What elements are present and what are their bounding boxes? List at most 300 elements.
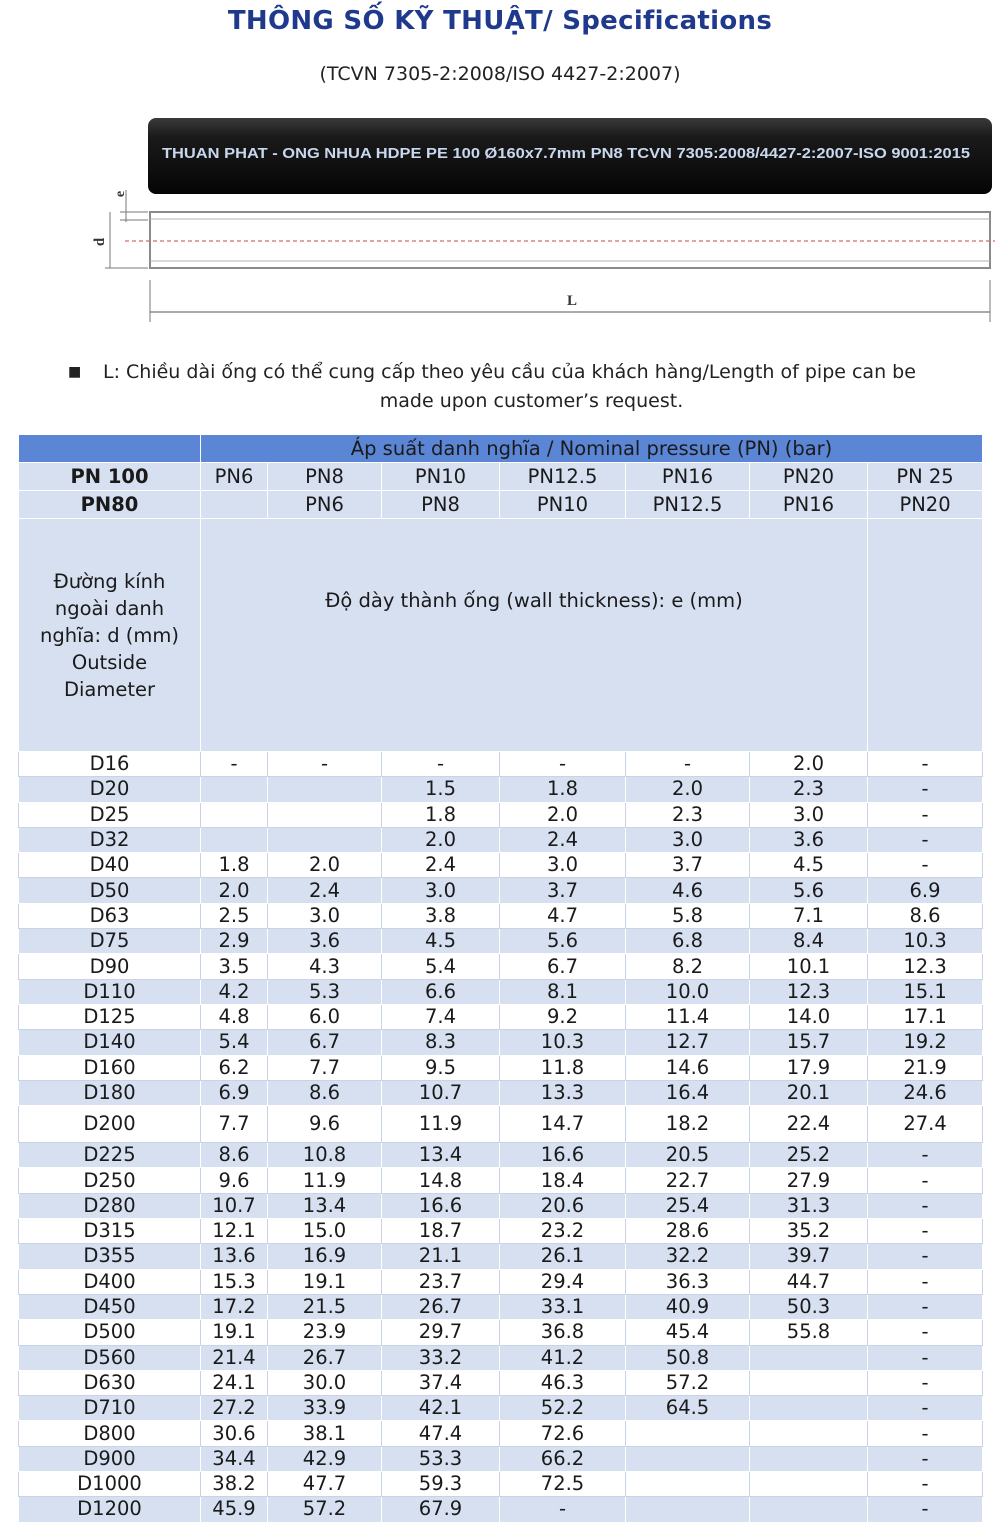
thickness-cell: 23.7 (382, 1269, 500, 1294)
thickness-cell: 2.0 (750, 752, 868, 777)
thickness-cell: 21.5 (268, 1294, 382, 1319)
diameter-cell: D710 (19, 1396, 201, 1421)
thickness-cell: 72.6 (500, 1421, 626, 1446)
thickness-cell: 15.3 (201, 1269, 268, 1294)
thickness-cell: 2.5 (201, 903, 268, 928)
thickness-cell: 19.1 (268, 1269, 382, 1294)
diameter-cell: D630 (19, 1370, 201, 1395)
thickness-cell (750, 1396, 868, 1421)
diameter-cell: D160 (19, 1055, 201, 1080)
thickness-cell: 12.7 (626, 1030, 750, 1055)
thickness-cell: 11.9 (268, 1168, 382, 1193)
table-row (19, 1294, 983, 1319)
thickness-cell: 29.7 (382, 1320, 500, 1345)
thickness-cell: 19.1 (201, 1320, 268, 1345)
thickness-cell: 67.9 (382, 1497, 500, 1522)
thickness-cell: 3.0 (750, 802, 868, 827)
thickness-cell (268, 777, 382, 802)
thickness-cell: 53.3 (382, 1446, 500, 1471)
thickness-cell: 32.2 (626, 1244, 750, 1269)
thickness-cell (750, 1370, 868, 1395)
wall-thickness-header: Độ dày thành ống (wall thickness): e (mm) (201, 519, 868, 752)
pn100-cell: PN8 (268, 463, 382, 491)
thickness-cell (626, 1497, 750, 1522)
table-row (19, 1030, 983, 1055)
note-line-2: made upon customer’s request. (379, 390, 684, 412)
pn100-cell: PN16 (626, 463, 750, 491)
thickness-cell: 5.6 (500, 929, 626, 954)
thickness-cell: 2.9 (201, 929, 268, 954)
thickness-cell: 39.7 (750, 1244, 868, 1269)
thickness-cell: 27.9 (750, 1168, 868, 1193)
thickness-cell (750, 1497, 868, 1522)
thickness-cell (626, 1446, 750, 1471)
page-title: THÔNG SỐ KỸ THUẬT/ Specifications (227, 6, 773, 36)
table-row (19, 827, 983, 852)
thickness-cell: - (868, 853, 983, 878)
thickness-cell: 8.3 (382, 1030, 500, 1055)
thickness-cell: 16.6 (500, 1143, 626, 1168)
thickness-cell: - (500, 752, 626, 777)
thickness-cell: 29.4 (500, 1269, 626, 1294)
thickness-cell: 44.7 (750, 1269, 868, 1294)
thickness-cell (268, 802, 382, 827)
nominal-pressure-header: Áp suất danh nghĩa / Nominal pressure (PN) (bar) (201, 435, 983, 463)
table-row (19, 1080, 983, 1105)
table-row (19, 1396, 983, 1421)
thickness-cell: 37.4 (382, 1370, 500, 1395)
thickness-cell: 13.4 (382, 1143, 500, 1168)
thickness-cell: 3.7 (626, 853, 750, 878)
thickness-cell: 5.4 (382, 954, 500, 979)
thickness-cell: 12.1 (201, 1219, 268, 1244)
table-row (19, 1472, 983, 1497)
thickness-cell: 22.4 (750, 1106, 868, 1143)
thickness-cell: 25.2 (750, 1143, 868, 1168)
diameter-cell: D75 (19, 929, 201, 954)
diameter-cell: D560 (19, 1345, 201, 1370)
thickness-cell (626, 1421, 750, 1446)
thickness-cell: 57.2 (268, 1497, 382, 1522)
pn100-row (19, 463, 983, 491)
thickness-cell: - (868, 1168, 983, 1193)
table-row (19, 1168, 983, 1193)
thickness-cell: - (868, 1244, 983, 1269)
thickness-cell: 4.5 (750, 853, 868, 878)
thickness-cell: 3.8 (382, 903, 500, 928)
table-row (19, 853, 983, 878)
thickness-cell: 23.2 (500, 1219, 626, 1244)
table-row (19, 1193, 983, 1218)
diameter-cell: D800 (19, 1421, 201, 1446)
diameter-header: Đường kính ngoài danh nghĩa: d (mm) Outside Diameter (19, 519, 201, 752)
thickness-cell (750, 1472, 868, 1497)
pn80-cell: PN12.5 (626, 491, 750, 519)
pn80-cell: PN8 (382, 491, 500, 519)
diameter-cell: D280 (19, 1193, 201, 1218)
thickness-cell: 10.7 (201, 1193, 268, 1218)
thickness-cell: 50.8 (626, 1345, 750, 1370)
thickness-cell: 16.4 (626, 1080, 750, 1105)
table-row (19, 1320, 983, 1345)
thickness-cell: 50.3 (750, 1294, 868, 1319)
thickness-cell: 33.9 (268, 1396, 382, 1421)
table-row (19, 954, 983, 979)
thickness-cell: 15.0 (268, 1219, 382, 1244)
thickness-cell: 72.5 (500, 1472, 626, 1497)
thickness-cell: 26.7 (268, 1345, 382, 1370)
thickness-cell: 16.6 (382, 1193, 500, 1218)
thickness-cell: 4.2 (201, 979, 268, 1004)
thickness-cell: 10.7 (382, 1080, 500, 1105)
thickness-cell: 26.7 (382, 1294, 500, 1319)
thickness-cell: 18.4 (500, 1168, 626, 1193)
thickness-cell: 7.7 (268, 1055, 382, 1080)
thickness-cell: 38.1 (268, 1421, 382, 1446)
thickness-cell: 2.0 (382, 827, 500, 852)
thickness-cell: 3.6 (268, 929, 382, 954)
thickness-cell (750, 1421, 868, 1446)
pn100-cell: PN10 (382, 463, 500, 491)
thickness-cell: 4.8 (201, 1004, 268, 1029)
thickness-cell: 11.8 (500, 1055, 626, 1080)
thickness-cell: 6.7 (268, 1030, 382, 1055)
diameter-cell: D140 (19, 1030, 201, 1055)
thickness-cell: - (868, 802, 983, 827)
thickness-cell: 38.2 (201, 1472, 268, 1497)
thickness-cell: 9.6 (201, 1168, 268, 1193)
thickness-cell: - (868, 1497, 983, 1522)
thickness-cell: 24.6 (868, 1080, 983, 1105)
thickness-cell (268, 827, 382, 852)
table-row (19, 878, 983, 903)
table-row (19, 802, 983, 827)
thickness-cell: 2.0 (626, 777, 750, 802)
diameter-cell: D40 (19, 853, 201, 878)
thickness-cell: 2.0 (268, 853, 382, 878)
thickness-cell: 23.9 (268, 1320, 382, 1345)
thickness-cell: 6.9 (868, 878, 983, 903)
thickness-cell: - (868, 752, 983, 777)
thickness-cell: 33.2 (382, 1345, 500, 1370)
thickness-cell: 15.1 (868, 979, 983, 1004)
thickness-cell: 46.3 (500, 1370, 626, 1395)
diameter-cell: D90 (19, 954, 201, 979)
thickness-cell: 10.3 (868, 929, 983, 954)
table-row (19, 1143, 983, 1168)
thickness-cell: 42.9 (268, 1446, 382, 1471)
thickness-cell: - (868, 1345, 983, 1370)
thickness-cell: 5.6 (750, 878, 868, 903)
thickness-cell: 36.3 (626, 1269, 750, 1294)
thickness-cell: 3.0 (382, 878, 500, 903)
thickness-cell: 2.4 (500, 827, 626, 852)
diameter-cell: D315 (19, 1219, 201, 1244)
thickness-cell: 18.7 (382, 1219, 500, 1244)
thickness-cell: 8.1 (500, 979, 626, 1004)
thickness-cell: 30.0 (268, 1370, 382, 1395)
thickness-cell: 2.4 (268, 878, 382, 903)
thickness-cell: 1.5 (382, 777, 500, 802)
table-row (19, 1345, 983, 1370)
thickness-cell: 52.2 (500, 1396, 626, 1421)
pn80-cell: PN20 (868, 491, 983, 519)
standard-subtitle: (TCVN 7305-2:2008/ISO 4427-2:2007) (319, 63, 681, 85)
thickness-cell: 9.6 (268, 1106, 382, 1143)
thickness-cell: 6.9 (201, 1080, 268, 1105)
thickness-cell: 11.4 (626, 1004, 750, 1029)
thickness-cell: 3.6 (750, 827, 868, 852)
pn100-cell: PN12.5 (500, 463, 626, 491)
thickness-cell: 36.8 (500, 1320, 626, 1345)
thickness-cell (201, 827, 268, 852)
diameter-cell: D1200 (19, 1497, 201, 1522)
thickness-cell: - (868, 777, 983, 802)
diameter-cell: D32 (19, 827, 201, 852)
thickness-cell: - (868, 1370, 983, 1395)
thickness-cell: 42.1 (382, 1396, 500, 1421)
thickness-cell: 59.3 (382, 1472, 500, 1497)
pn100-label: PN 100 (19, 463, 201, 491)
thickness-cell: 17.1 (868, 1004, 983, 1029)
thickness-cell: 31.3 (750, 1193, 868, 1218)
thickness-cell: 8.2 (626, 954, 750, 979)
table-row (19, 1446, 983, 1471)
thickness-cell: - (868, 1320, 983, 1345)
table-row (19, 1055, 983, 1080)
diameter-cell: D355 (19, 1244, 201, 1269)
thickness-cell: 1.8 (500, 777, 626, 802)
thickness-cell: 26.1 (500, 1244, 626, 1269)
table-row (19, 777, 983, 802)
thickness-cell: 2.0 (201, 878, 268, 903)
thickness-cell: - (868, 1294, 983, 1319)
thickness-cell: - (500, 1497, 626, 1522)
thickness-cell: 8.6 (201, 1143, 268, 1168)
pn80-label: PN80 (19, 491, 201, 519)
thickness-cell: 16.9 (268, 1244, 382, 1269)
thickness-cell (750, 1446, 868, 1471)
thickness-cell: 3.0 (500, 853, 626, 878)
thickness-cell: 17.9 (750, 1055, 868, 1080)
thickness-cell: 33.1 (500, 1294, 626, 1319)
diameter-cell: D250 (19, 1168, 201, 1193)
thickness-cell: 11.9 (382, 1106, 500, 1143)
thickness-cell: 66.2 (500, 1446, 626, 1471)
thickness-cell: 6.7 (500, 954, 626, 979)
thickness-cell: 21.9 (868, 1055, 983, 1080)
thickness-cell: 20.5 (626, 1143, 750, 1168)
diameter-cell: D50 (19, 878, 201, 903)
thickness-cell: 6.8 (626, 929, 750, 954)
thickness-cell: - (868, 1396, 983, 1421)
pn80-cell: PN6 (268, 491, 382, 519)
diameter-cell: D110 (19, 979, 201, 1004)
thickness-cell: 34.4 (201, 1446, 268, 1471)
thickness-cell: 4.7 (500, 903, 626, 928)
thickness-cell: 41.2 (500, 1345, 626, 1370)
thickness-cell: 20.6 (500, 1193, 626, 1218)
thickness-cell: 14.0 (750, 1004, 868, 1029)
pn80-cell (201, 491, 268, 519)
thickness-cell: 47.4 (382, 1421, 500, 1446)
specifications-table (18, 434, 983, 1523)
thickness-cell: 40.9 (626, 1294, 750, 1319)
thickness-cell: - (201, 752, 268, 777)
thickness-cell: 64.5 (626, 1396, 750, 1421)
header-blank (868, 519, 983, 752)
diameter-cell: D20 (19, 777, 201, 802)
table-row (19, 1004, 983, 1029)
thickness-cell: 6.6 (382, 979, 500, 1004)
thickness-cell: - (868, 827, 983, 852)
thickness-cell: 10.1 (750, 954, 868, 979)
table-row (19, 1497, 983, 1522)
thickness-cell: 25.4 (626, 1193, 750, 1218)
thickness-cell: 2.3 (750, 777, 868, 802)
diameter-cell: D63 (19, 903, 201, 928)
table-row (19, 1244, 983, 1269)
diameter-cell: D125 (19, 1004, 201, 1029)
diameter-cell: D500 (19, 1320, 201, 1345)
diameter-cell: D400 (19, 1269, 201, 1294)
thickness-cell: 17.2 (201, 1294, 268, 1319)
thickness-cell: 12.3 (750, 979, 868, 1004)
thickness-cell: 57.2 (626, 1370, 750, 1395)
thickness-cell: 45.4 (626, 1320, 750, 1345)
thickness-cell: 13.6 (201, 1244, 268, 1269)
thickness-cell: 7.4 (382, 1004, 500, 1029)
thickness-cell: 5.4 (201, 1030, 268, 1055)
thickness-cell: - (268, 752, 382, 777)
thickness-cell: 1.8 (201, 853, 268, 878)
thickness-cell: 8.6 (268, 1080, 382, 1105)
diameter-cell: D1000 (19, 1472, 201, 1497)
thickness-cell: 9.2 (500, 1004, 626, 1029)
table-row (19, 1219, 983, 1244)
diameter-cell: D200 (19, 1106, 201, 1143)
thickness-cell: 20.1 (750, 1080, 868, 1105)
thickness-cell: 5.8 (626, 903, 750, 928)
thickness-cell: 2.0 (500, 802, 626, 827)
thickness-cell: 6.2 (201, 1055, 268, 1080)
pn80-cell: PN10 (500, 491, 626, 519)
pn100-cell: PN6 (201, 463, 268, 491)
table-row (19, 1370, 983, 1395)
thickness-cell: 45.9 (201, 1497, 268, 1522)
thickness-cell: - (868, 1143, 983, 1168)
thickness-cell: 14.8 (382, 1168, 500, 1193)
pn100-cell: PN20 (750, 463, 868, 491)
pipe-outline (150, 212, 990, 268)
thickness-cell: 19.2 (868, 1030, 983, 1055)
thickness-cell: 1.8 (382, 802, 500, 827)
thickness-cell: 14.6 (626, 1055, 750, 1080)
thickness-cell: 27.2 (201, 1396, 268, 1421)
thickness-cell: - (868, 1472, 983, 1497)
thickness-cell: 6.0 (268, 1004, 382, 1029)
thickness-cell: 13.4 (268, 1193, 382, 1218)
thickness-cell: 5.3 (268, 979, 382, 1004)
thickness-cell: 8.6 (868, 903, 983, 928)
bullet-icon: ■ (68, 364, 82, 380)
diameter-cell: D180 (19, 1080, 201, 1105)
pipe-drawing (80, 112, 1000, 327)
thickness-cell: 24.1 (201, 1370, 268, 1395)
thickness-cell: 18.2 (626, 1106, 750, 1143)
dim-d-label: d (92, 237, 108, 247)
thickness-cell: 7.7 (201, 1106, 268, 1143)
thickness-cell: 3.0 (268, 903, 382, 928)
thickness-cell: 4.5 (382, 929, 500, 954)
thickness-cell: 3.5 (201, 954, 268, 979)
thickness-cell: 12.3 (868, 954, 983, 979)
thickness-cell: 30.6 (201, 1421, 268, 1446)
thickness-cell (750, 1345, 868, 1370)
thickness-cell: 2.3 (626, 802, 750, 827)
table-row (19, 903, 983, 928)
thickness-cell: 55.8 (750, 1320, 868, 1345)
pn100-cell: PN 25 (868, 463, 983, 491)
thickness-cell: 3.0 (626, 827, 750, 852)
diameter-cell: D25 (19, 802, 201, 827)
pipe-print-text: THUAN PHAT - ONG NHUA HDPE PE 100 Ø160x7.7mm PN8 TCVN 7305:2008/4427-2:2007-ISO 9001:2015 (162, 146, 970, 162)
thickness-cell: 28.6 (626, 1219, 750, 1244)
pn80-cell: PN16 (750, 491, 868, 519)
thickness-cell: 21.4 (201, 1345, 268, 1370)
table-row (19, 1269, 983, 1294)
dim-e-label: e (113, 190, 128, 198)
thickness-cell: 35.2 (750, 1219, 868, 1244)
thickness-cell: 10.0 (626, 979, 750, 1004)
thickness-cell: 21.1 (382, 1244, 500, 1269)
thickness-cell (201, 777, 268, 802)
dim-L-label: L (566, 293, 578, 309)
thickness-cell: - (626, 752, 750, 777)
thickness-cell: 47.7 (268, 1472, 382, 1497)
diameter-cell: D16 (19, 752, 201, 777)
thickness-cell: - (382, 752, 500, 777)
thickness-cell: 14.7 (500, 1106, 626, 1143)
table-row (19, 979, 983, 1004)
thickness-cell: 27.4 (868, 1106, 983, 1143)
table-row (19, 1106, 983, 1143)
thickness-cell: 13.3 (500, 1080, 626, 1105)
table-row (19, 929, 983, 954)
header-corner (19, 435, 201, 463)
thickness-cell: 10.3 (500, 1030, 626, 1055)
thickness-cell (201, 802, 268, 827)
thickness-cell (626, 1472, 750, 1497)
thickness-cell: 2.4 (382, 853, 500, 878)
thickness-cell: - (868, 1269, 983, 1294)
thickness-cell: 8.4 (750, 929, 868, 954)
thickness-cell: 4.6 (626, 878, 750, 903)
thickness-cell: - (868, 1193, 983, 1218)
diameter-cell: D450 (19, 1294, 201, 1319)
note-line-1: L: Chiều dài ống có thể cung cấp theo yêu cầu của khách hàng/Length of pipe can be (103, 361, 916, 383)
thickness-cell: 9.5 (382, 1055, 500, 1080)
thickness-cell: 22.7 (626, 1168, 750, 1193)
thickness-cell: 3.7 (500, 878, 626, 903)
thickness-cell: 10.8 (268, 1143, 382, 1168)
table-row (19, 752, 983, 777)
thickness-cell: - (868, 1446, 983, 1471)
thickness-cell: 15.7 (750, 1030, 868, 1055)
diameter-cell: D225 (19, 1143, 201, 1168)
thickness-cell: - (868, 1421, 983, 1446)
diameter-cell: D900 (19, 1446, 201, 1471)
